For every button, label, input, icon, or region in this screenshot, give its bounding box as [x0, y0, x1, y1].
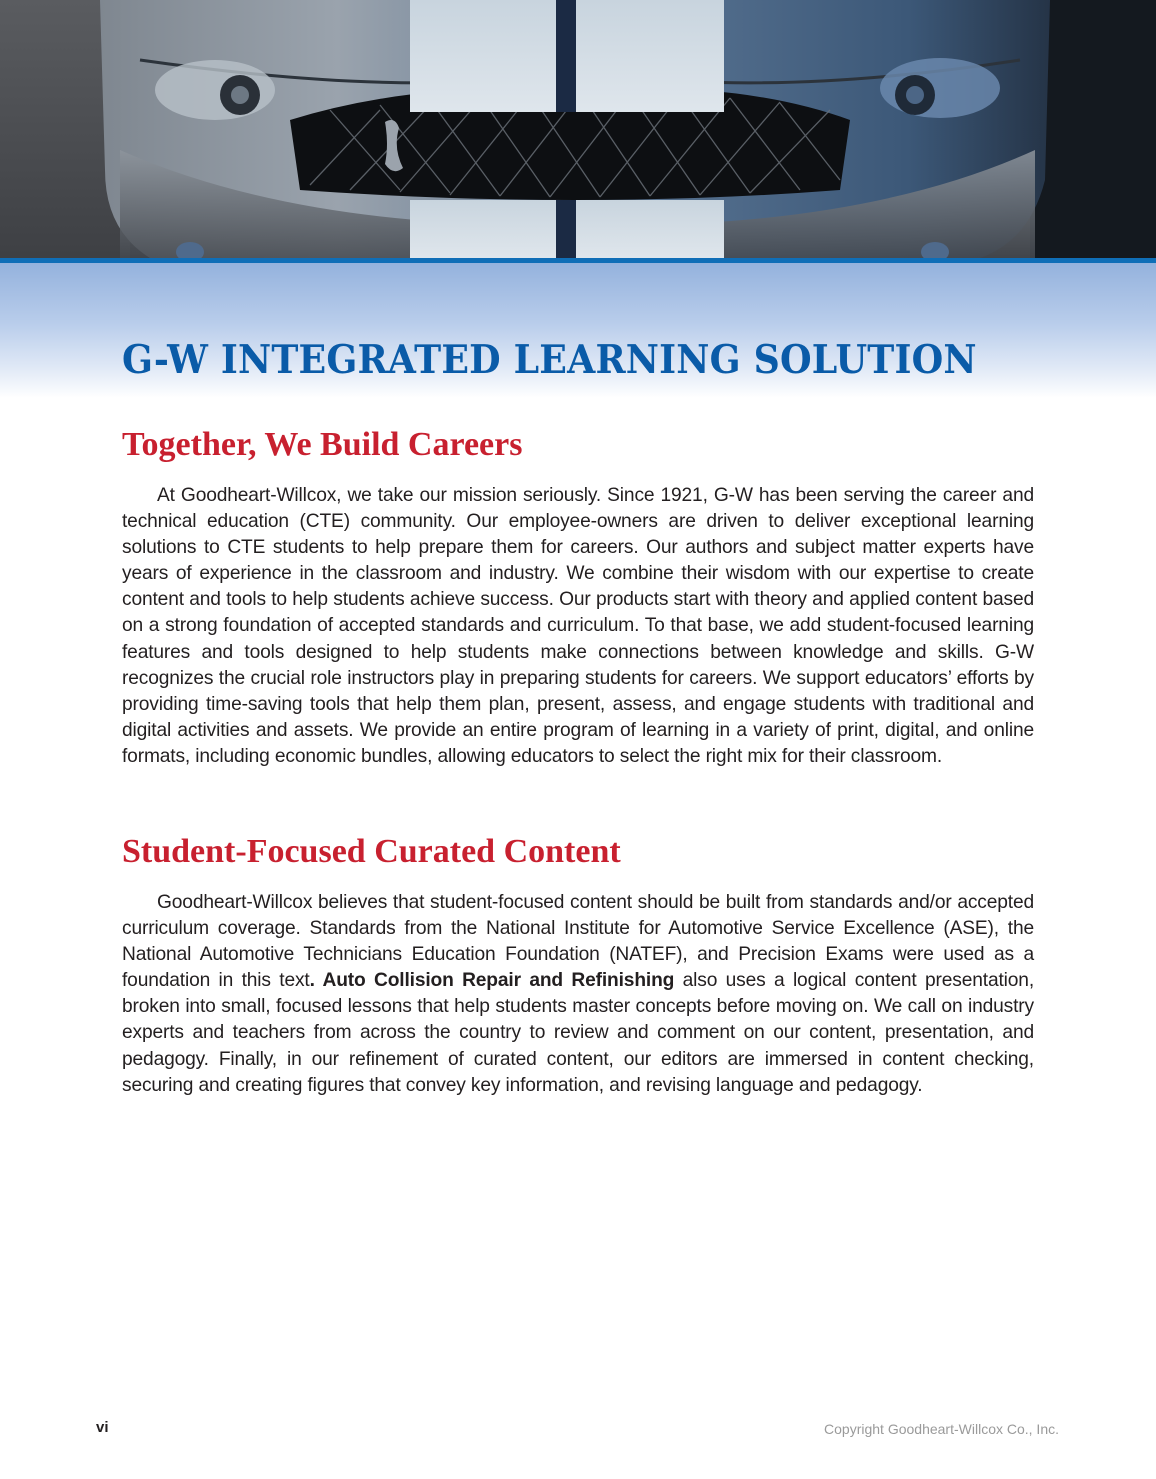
section-body-curated-content [122, 890, 1034, 1099]
section-heading-curated-content: Student-Focused Curated Content [122, 833, 621, 870]
section-heading-careers: Together, We Build Careers [122, 426, 523, 463]
hero-car-photo [0, 0, 1156, 258]
body-text-after-title: also uses a logical content presentation, broken into small, focused lessons that help students master concepts before moving on. We call on industry experts and teachers from across the country to review and comment on our content, presentation, and pedagogy. Finally, in our refinement of curated content, our editors are immersed in content checking, securing and creating figures that convey key information, and revising language and pedagogy. [122, 970, 1035, 1096]
car-illustration [0, 0, 1156, 258]
page-title: G-W INTEGRATED LEARNING SOLUTION [122, 337, 977, 383]
copyright-notice: Copyright Goodheart-Willcox Co., Inc. [824, 1421, 1059, 1437]
page-number: vi [96, 1419, 109, 1436]
section-body-careers: At Goodheart-Willcox, we take our mission seriously. Since 1921, G-W has been serving the career and technical education (CTE) community. Our employee-owners are driven to deliver exceptional learning solutions to CTE students to help prepare them for careers. Our authors and subject matter experts have years of experience in the classroom and industry. We combine their wisdom with our expertise to create content and tools to help students achieve success. Our products start with theory and applied content based on a strong foundation of accepted standards and curriculum. To that base, we add student-focused learning features and tools designed to help students make connections between knowledge and skills. G-W recognizes the crucial role instructors play in preparing students for careers. We support educators’ efforts by providing time-saving tools that help them plan, present, assess, and engage students with traditional and digital activities and assets. We provide an entire program of learning in a variety of print, digital, and online formats, including economic bundles, allowing educators to select the right mix for their classroom. [122, 485, 1034, 767]
body-text-before-title: Goodheart-Willcox believes that student-focused content should be built from standards and/or accepted curriculum coverage. Standards from the National Institute for Automotive Service Excellence (ASE), the National Automotive Technicians Education Foundation (NATEF), and Precision Exams were used as a foundation in this text [122, 892, 1034, 992]
book-title: . Auto Collision Repair and Refinishing [309, 970, 675, 992]
